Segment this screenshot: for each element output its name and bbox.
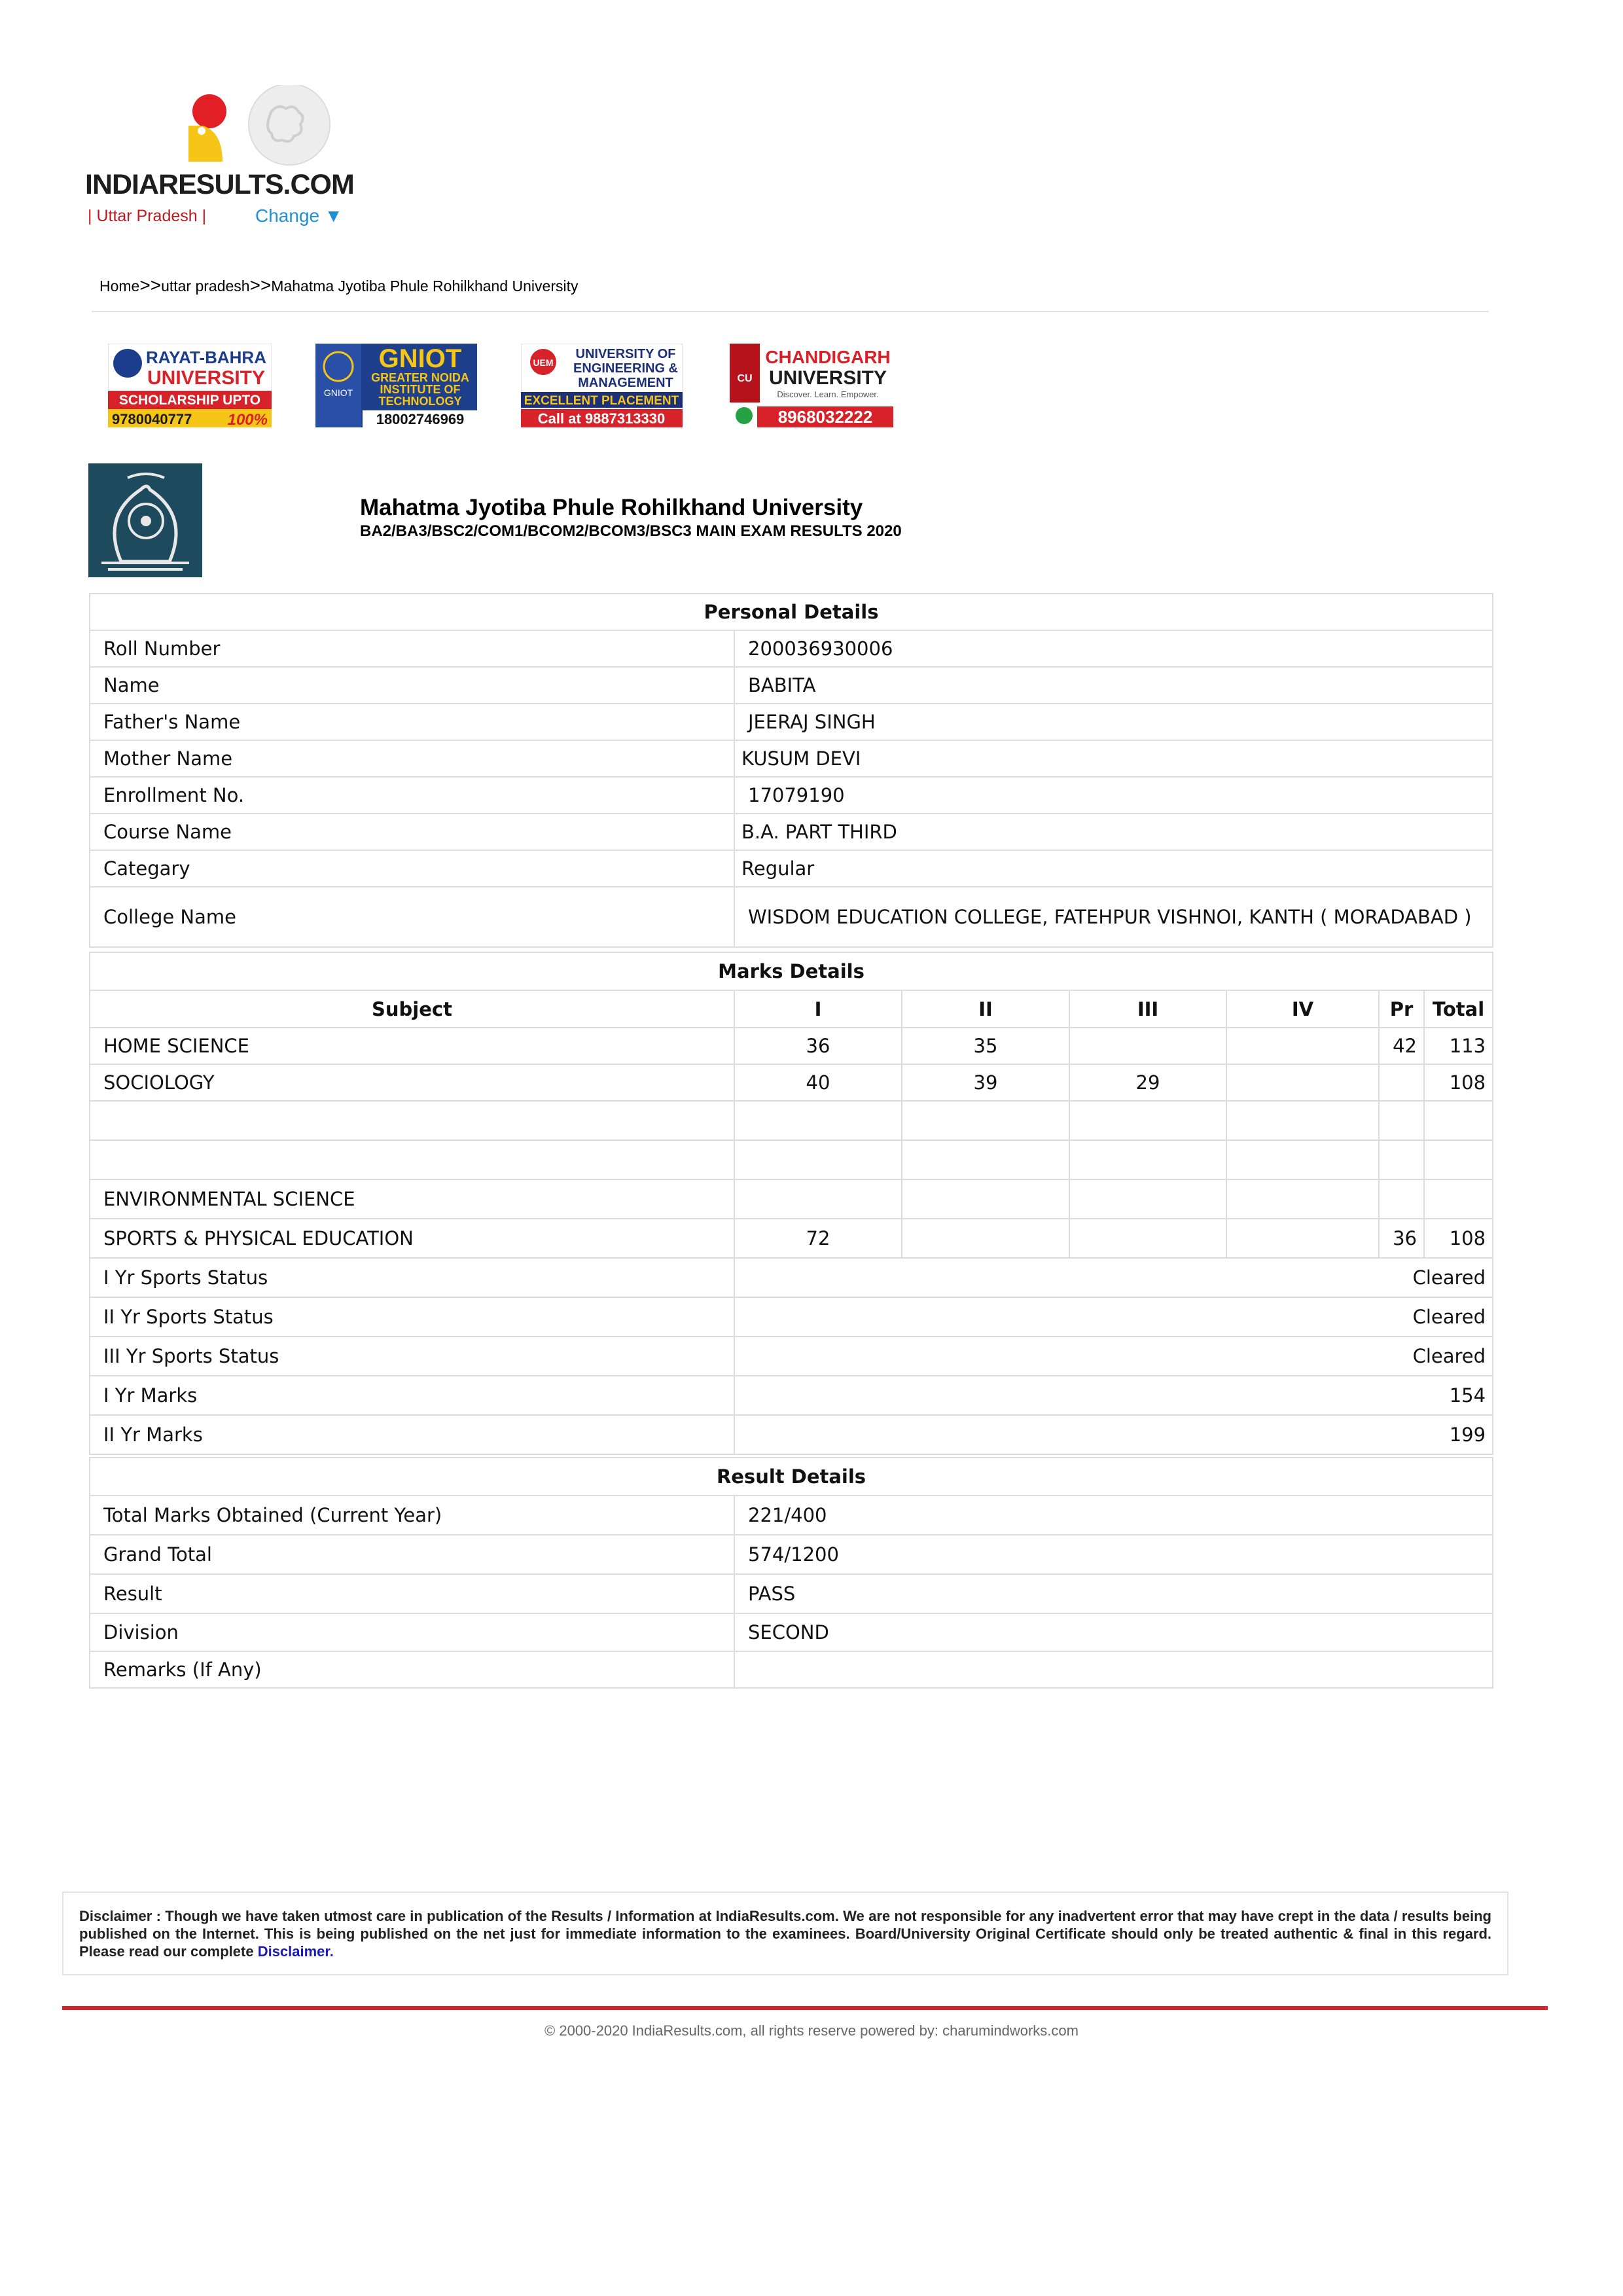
college-name-label: College Name	[90, 887, 734, 947]
practical-cell	[1379, 1101, 1424, 1140]
ad-cu-banner	[730, 344, 893, 427]
breadcrumb-separator: >>	[249, 275, 272, 295]
mark-cell	[1069, 1179, 1226, 1219]
col-header-practical: Pr	[1379, 990, 1424, 1028]
total-cell	[1424, 1140, 1493, 1179]
enrollment-value: 17079190	[734, 777, 1493, 814]
ad3-line4: EXCELLENT PLACEMENT	[524, 394, 679, 408]
table-row	[90, 777, 1493, 814]
mark-cell	[1226, 1140, 1379, 1179]
breadcrumb-state[interactable]: uttar pradesh	[161, 278, 250, 295]
table-row	[90, 704, 1493, 740]
ad1-phone: 9780040777	[112, 411, 192, 427]
mark-cell: 72	[734, 1219, 902, 1258]
marks-header-row	[90, 990, 1493, 1028]
mark-cell	[734, 1140, 902, 1179]
indiaresults-logo[interactable]	[85, 85, 354, 203]
total-cell: 108	[1424, 1064, 1493, 1101]
disclaimer-text: Disclaimer : Though we have taken utmost care in publication of the Results / Information at IndiaResults.com. We are not responsible for any inadvertent error that may have crept in the data / results being published on the Internet. This is being published on the net just for immediate information to the examinees. Board/University Original Certificate should only be treated authentic & final in this regard. Please read our complete	[79, 1908, 1491, 1960]
subject-row	[90, 1064, 1493, 1101]
table-row	[90, 667, 1493, 704]
mother-name-label: Mother Name	[90, 740, 734, 777]
division-label: Division	[90, 1613, 734, 1651]
ad3-phone: Call at 9887313330	[537, 410, 666, 427]
sports-status-1-label: I Yr Sports Status	[90, 1258, 734, 1297]
name-value: BABITA	[734, 667, 1493, 704]
marks-details-table	[89, 952, 1493, 1455]
table-row	[90, 630, 1493, 667]
subject-name: SPORTS & PHYSICAL EDUCATION	[90, 1219, 734, 1258]
grand-total-value: 574/1200	[734, 1535, 1493, 1574]
state-label: | Uttar Pradesh |	[88, 207, 207, 225]
ad-gniot[interactable]	[315, 344, 477, 427]
result-value: PASS	[734, 1574, 1493, 1613]
ad-rayat-bahra-banner	[108, 344, 272, 427]
table-row	[90, 850, 1493, 887]
col-header-paper-2: II	[902, 990, 1069, 1028]
ad2-line3: INSTITUTE OF	[380, 383, 461, 396]
ad3-badge: UEM	[533, 357, 554, 368]
ad-uem-banner	[521, 344, 683, 427]
ad1-line3: SCHOLARSHIP UPTO	[118, 393, 261, 408]
ad-uem[interactable]	[521, 344, 683, 427]
course-name-value: B.A. PART THIRD	[734, 814, 1493, 850]
ad-chandigarh-university[interactable]	[730, 344, 893, 427]
subject-row	[90, 1219, 1493, 1258]
subject-name: HOME SCIENCE	[90, 1028, 734, 1064]
total-cell	[1424, 1101, 1493, 1140]
subject-row	[90, 1028, 1493, 1064]
breadcrumb-separator: >>	[139, 275, 162, 295]
emblem-graphic	[88, 463, 202, 577]
status-row	[90, 1336, 1493, 1376]
table-row	[90, 814, 1493, 850]
total-marks-label: Total Marks Obtained (Current Year)	[90, 1496, 734, 1535]
table-row	[90, 1651, 1493, 1688]
sports-status-1-value: Cleared	[734, 1258, 1493, 1297]
status-row	[90, 1297, 1493, 1336]
table-row	[90, 1574, 1493, 1613]
breadcrumb	[99, 275, 578, 296]
mark-cell	[1226, 1101, 1379, 1140]
mark-cell	[902, 1179, 1069, 1219]
ad2-line1: GNIOT	[378, 344, 462, 373]
father-name-label: Father's Name	[90, 704, 734, 740]
roll-number-value: 200036930006	[734, 630, 1493, 667]
logo-text: INDIARESULTS.COM	[85, 169, 354, 200]
mark-cell	[1226, 1179, 1379, 1219]
change-state-link[interactable]: Change ▼	[255, 206, 343, 226]
remarks-value	[734, 1651, 1493, 1688]
sports-status-2-value: Cleared	[734, 1297, 1493, 1336]
roll-number-label: Roll Number	[90, 630, 734, 667]
grand-total-label: Grand Total	[90, 1535, 734, 1574]
mark-cell	[734, 1101, 902, 1140]
total-cell: 108	[1424, 1219, 1493, 1258]
total-marks-value: 221/400	[734, 1496, 1493, 1535]
year-1-marks-label: I Yr Marks	[90, 1376, 734, 1415]
mark-cell: 36	[734, 1028, 902, 1064]
section-header-row	[90, 952, 1493, 990]
subject-row	[90, 1101, 1493, 1140]
ad1-line2: UNIVERSITY	[147, 367, 266, 389]
ad-rayat-bahra[interactable]	[108, 344, 272, 427]
name-label: Name	[90, 667, 734, 704]
university-name: Mahatma Jyotiba Phule Rohilkhand University	[360, 495, 863, 520]
practical-cell	[1379, 1140, 1424, 1179]
mark-cell	[1069, 1028, 1226, 1064]
footer-divider	[62, 2006, 1548, 2010]
col-header-paper-1: I	[734, 990, 902, 1028]
enrollment-label: Enrollment No.	[90, 777, 734, 814]
table-row	[90, 740, 1493, 777]
result-details-table	[89, 1457, 1493, 1689]
practical-cell: 42	[1379, 1028, 1424, 1064]
table-row	[90, 1535, 1493, 1574]
disclaimer-link[interactable]: Disclaimer.	[257, 1943, 334, 1960]
year-1-marks-value: 154	[734, 1376, 1493, 1415]
result-details-heading: Result Details	[90, 1458, 1493, 1496]
ad2-line4: TECHNOLOGY	[378, 395, 462, 408]
status-row	[90, 1376, 1493, 1415]
subject-name: ENVIRONMENTAL SCIENCE	[90, 1179, 734, 1219]
mark-cell	[1069, 1140, 1226, 1179]
marks-details-heading: Marks Details	[90, 952, 1493, 990]
mark-cell	[902, 1101, 1069, 1140]
subject-name	[90, 1140, 734, 1179]
mark-cell	[902, 1140, 1069, 1179]
mother-name-value: KUSUM DEVI	[734, 740, 1493, 777]
mark-cell: 40	[734, 1064, 902, 1101]
remarks-label: Remarks (If Any)	[90, 1651, 734, 1688]
breadcrumb-home[interactable]: Home	[99, 278, 140, 295]
practical-cell: 36	[1379, 1219, 1424, 1258]
mark-cell	[1069, 1219, 1226, 1258]
status-row	[90, 1415, 1493, 1454]
section-header-row	[90, 594, 1493, 630]
category-value: Regular	[734, 850, 1493, 887]
copyright-text: © 2000-2020 IndiaResults.com, all rights reserve powered by: charumindworks.com	[544, 2022, 1079, 2039]
mark-cell	[1069, 1101, 1226, 1140]
logo-graphic	[85, 85, 334, 170]
ad4-line3: Discover. Learn. Empower.	[777, 389, 879, 399]
ad1-line1: RAYAT-BAHRA	[146, 348, 266, 367]
ad3-line3: MANAGEMENT	[578, 376, 673, 390]
course-name-label: Course Name	[90, 814, 734, 850]
mark-cell	[1226, 1028, 1379, 1064]
ad2-phone: 18002746969	[376, 411, 465, 427]
mark-cell	[1226, 1219, 1379, 1258]
mark-cell	[734, 1179, 902, 1219]
ad4-line2: UNIVERSITY	[768, 367, 887, 389]
personal-details-heading: Personal Details	[90, 594, 1493, 630]
subject-row	[90, 1140, 1493, 1179]
practical-cell	[1379, 1179, 1424, 1219]
section-header-row	[90, 1458, 1493, 1496]
father-name-value: JEERAJ SINGH	[734, 704, 1493, 740]
col-header-paper-3: III	[1069, 990, 1226, 1028]
subject-row	[90, 1179, 1493, 1219]
college-name-value: WISDOM EDUCATION COLLEGE, FATEHPUR VISHNOI, KANTH ( MORADABAD )	[734, 887, 1493, 947]
sports-status-3-label: III Yr Sports Status	[90, 1336, 734, 1376]
practical-cell	[1379, 1064, 1424, 1101]
mark-cell: 35	[902, 1028, 1069, 1064]
table-row	[90, 1613, 1493, 1651]
col-header-subject: Subject	[90, 990, 734, 1028]
ad4-phone: 8968032222	[777, 407, 873, 427]
table-row	[90, 887, 1493, 947]
personal-details-table	[89, 593, 1493, 948]
mark-cell: 39	[902, 1064, 1069, 1101]
ad3-line2: ENGINEERING &	[573, 361, 679, 376]
ad-gniot-banner	[315, 344, 477, 427]
subject-name: SOCIOLOGY	[90, 1064, 734, 1101]
col-header-total: Total	[1424, 990, 1493, 1028]
result-label: Result	[90, 1574, 734, 1613]
status-row	[90, 1258, 1493, 1297]
mark-cell	[902, 1219, 1069, 1258]
subject-name	[90, 1101, 734, 1140]
disclaimer-box	[62, 1892, 1508, 1975]
exam-title: BA2/BA3/BSC2/COM1/BCOM2/BCOM3/BSC3 MAIN EXAM RESULTS 2020	[360, 522, 902, 540]
sports-status-3-value: Cleared	[734, 1336, 1493, 1376]
mark-cell: 29	[1069, 1064, 1226, 1101]
year-2-marks-label: II Yr Marks	[90, 1415, 734, 1454]
year-2-marks-value: 199	[734, 1415, 1493, 1454]
total-cell: 113	[1424, 1028, 1493, 1064]
ad2-line2: GREATER NOIDA	[371, 371, 469, 384]
divider	[92, 311, 1489, 312]
mark-cell	[1226, 1064, 1379, 1101]
ad4-line1: CHANDIGARH	[765, 347, 891, 367]
sports-status-2-label: II Yr Sports Status	[90, 1297, 734, 1336]
ad1-extra: 100%	[227, 411, 268, 427]
ad3-line1: UNIVERSITY OF	[575, 347, 676, 361]
ad4-badge: CU	[737, 373, 753, 384]
division-value: SECOND	[734, 1613, 1493, 1651]
col-header-paper-4: IV	[1226, 990, 1379, 1028]
table-row	[90, 1496, 1493, 1535]
university-emblem	[88, 463, 202, 577]
breadcrumb-university[interactable]: Mahatma Jyotiba Phule Rohilkhand University	[271, 278, 579, 295]
category-label: Categary	[90, 850, 734, 887]
total-cell	[1424, 1179, 1493, 1219]
ad2-badge: GNIOT	[323, 387, 353, 398]
